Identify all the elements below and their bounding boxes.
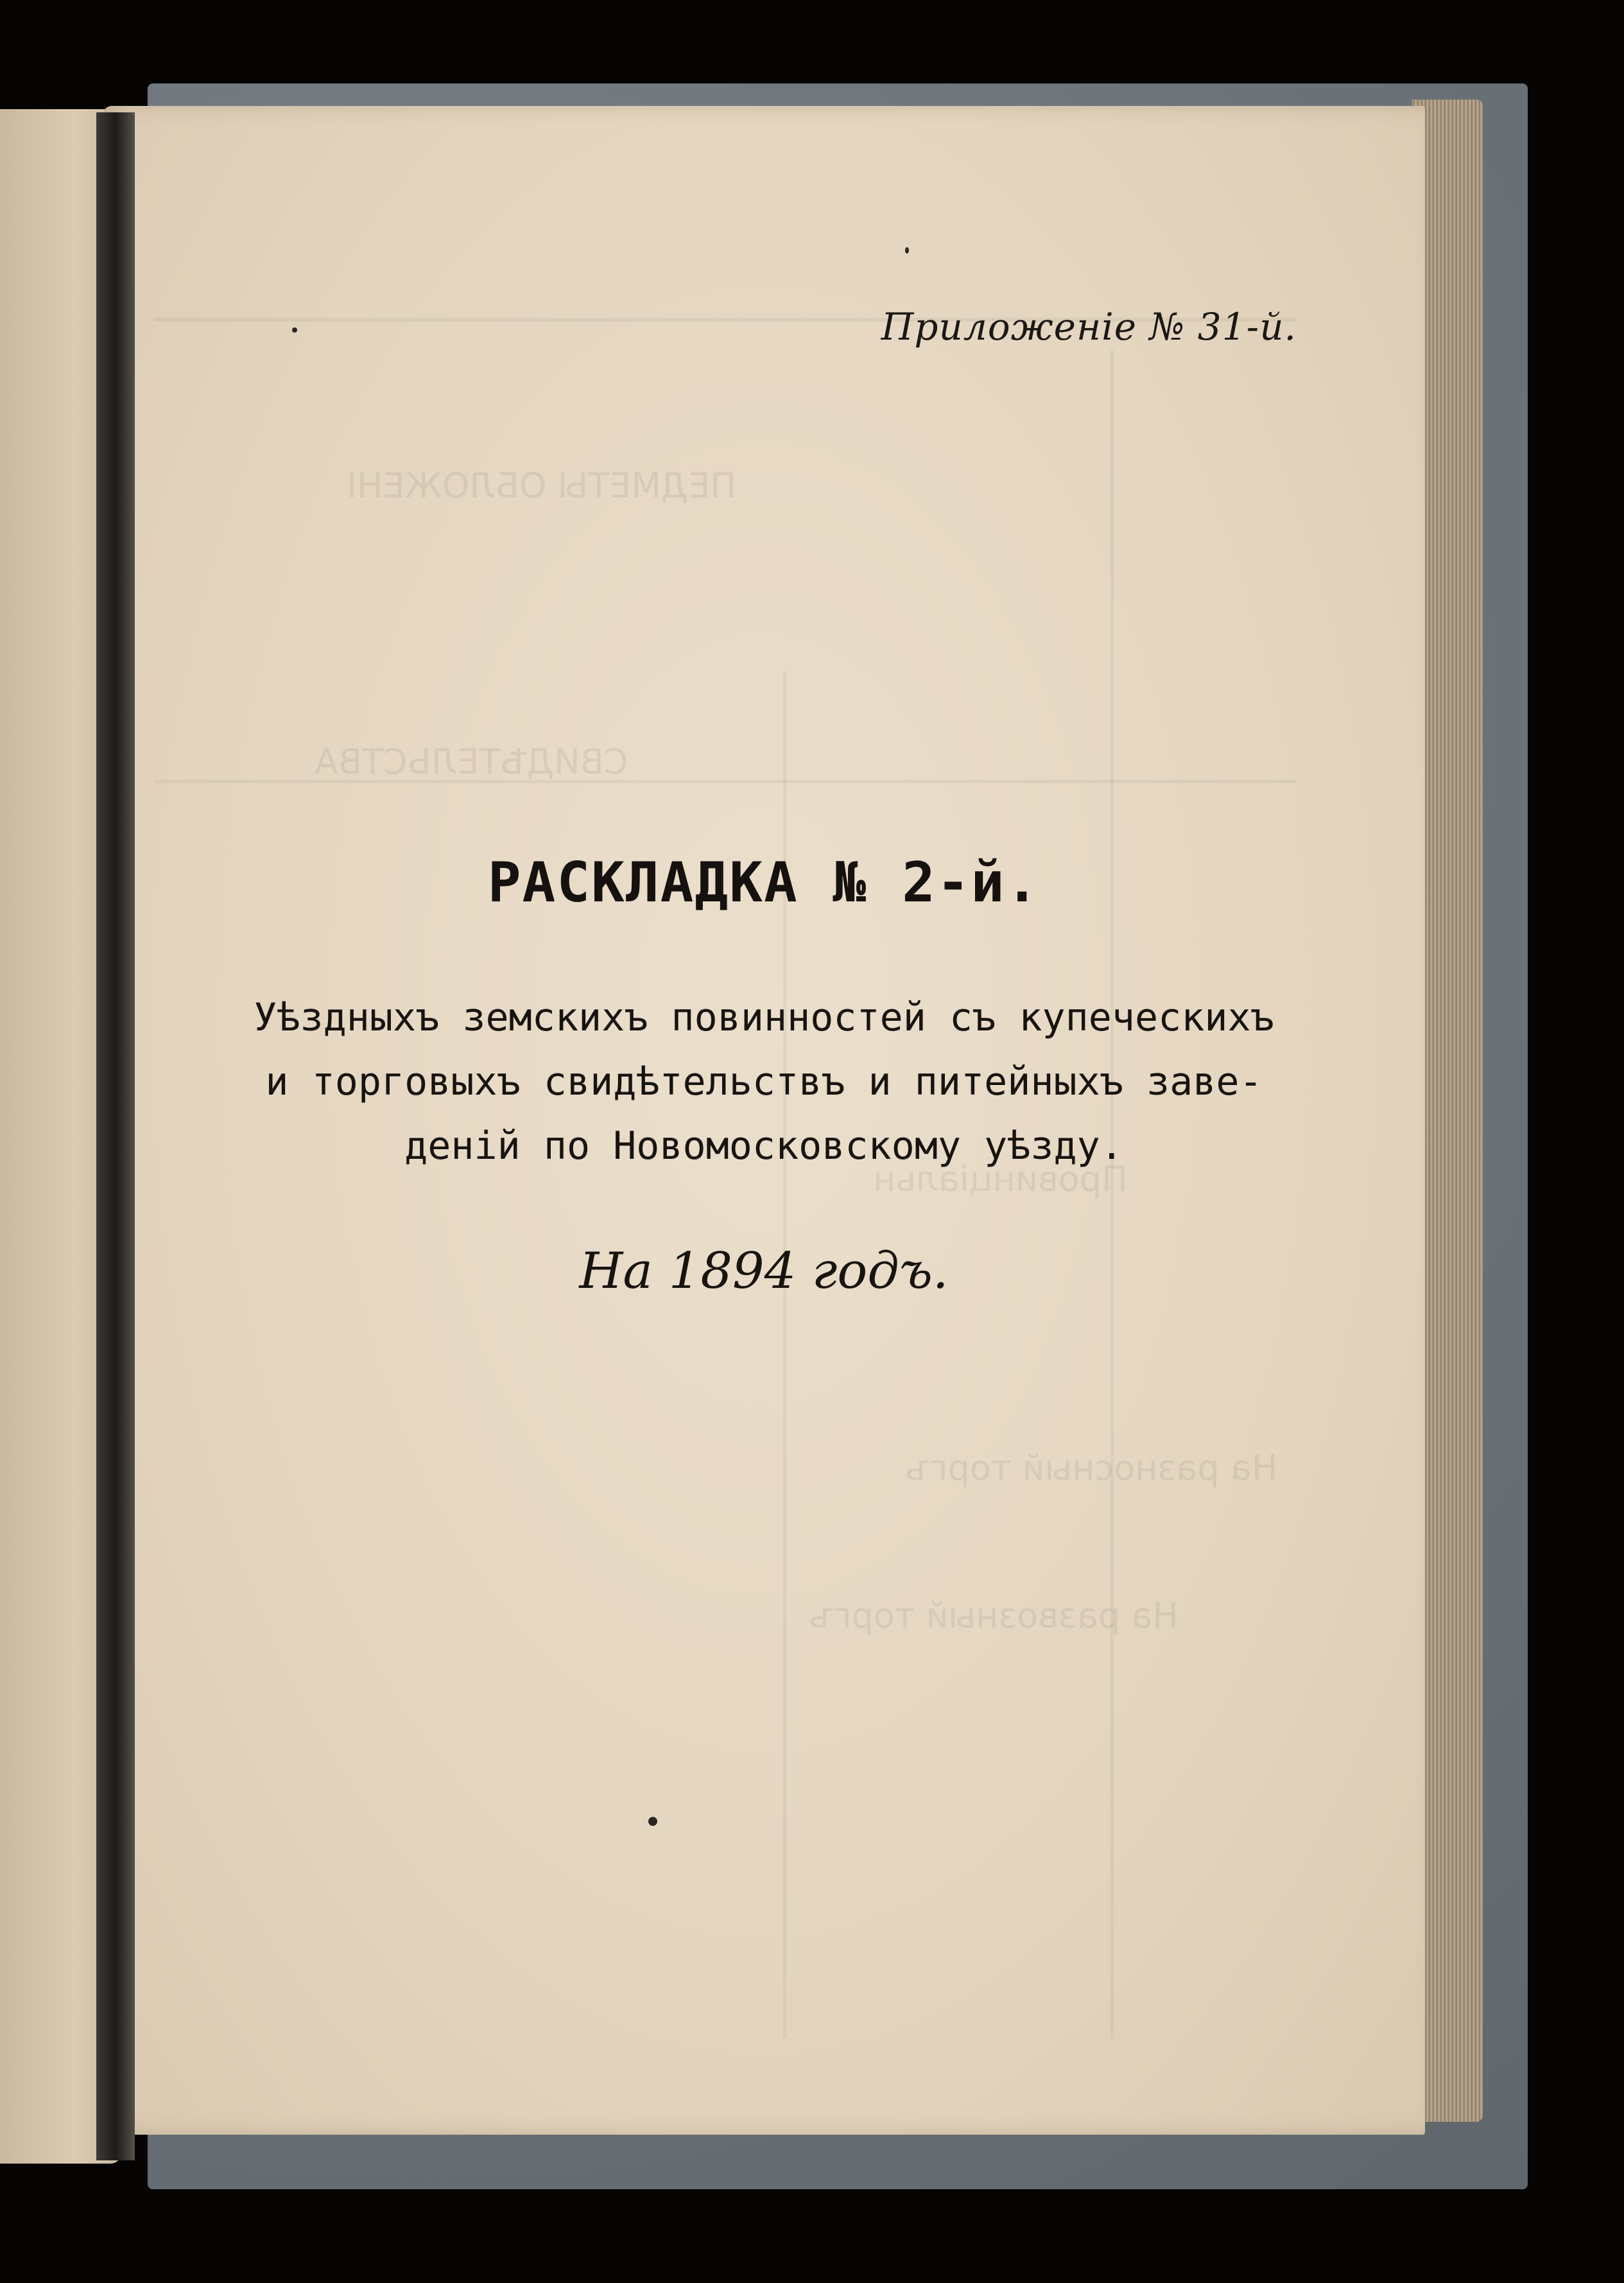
subtitle-line-3: денiй по Новомосковскому уѣзду. (404, 1124, 1123, 1168)
subtitle (103, 985, 1425, 1178)
speck (292, 327, 297, 333)
speck (648, 1817, 657, 1826)
document-page (103, 106, 1425, 2135)
year-line: На 1894 годъ. (579, 1242, 949, 1300)
book-gutter (96, 112, 135, 2160)
subtitle-line-1: Уѣздныхъ земскихъ повинностей съ купеческихъ (254, 995, 1274, 1040)
appendix-label: Приложенiе № 31-й. (881, 305, 1297, 349)
bleed-through-text: ПЕДМЕТЫ ОБЛОЖЕНI СВИДѢТЕЛЬСТВА Провинцiальн На разносный торгъ На развозный торгъ (103, 106, 1425, 2135)
subtitle-line-2: и торговыхъ свидѣтельствъ и питейныхъ заве- (265, 1059, 1263, 1104)
speck (905, 247, 909, 254)
page-title: РАСКЛАДКА № 2-й. (487, 851, 1041, 915)
